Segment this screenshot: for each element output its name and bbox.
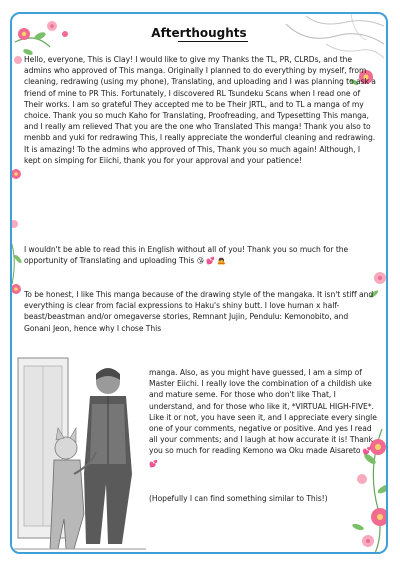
page-frame — [10, 12, 388, 554]
paragraph-closing: (Hopefully I can find something similar to This!) — [149, 494, 328, 503]
paragraph-gratitude — [24, 244, 376, 267]
paragraph-simp — [149, 367, 377, 470]
paragraph-gratitude-text: I wouldn't be able to read this in English without all of you! Thank you so much for the opportunity of Translating and uploading This — [24, 245, 349, 266]
page-title: Afterthoughts — [151, 26, 247, 40]
flower-cluster-left — [10, 164, 34, 304]
manga-characters-illustration — [12, 344, 146, 554]
heart-emoji: 💕 💕 — [149, 447, 372, 468]
paragraph-drawing-style: To be honest, I like This manga because of the drawing style of the mangaka. It isn't stiff and everything is clear from facial expressions to Haku's shiny butt. I love human x half-beast/beastman and/or omegaverse stories, Remnant Jujin, Pendulu: Kemonobito, and Gonani Jeon, hence why I chose This — [24, 290, 374, 333]
title-underline — [178, 41, 248, 42]
paragraph-simp-text: manga. Also, as you might have guessed, I am a simp of Master Eiichi. I really love the combination of a childish uke and mature seme. For those who don't like That, I understand, and for those who like it, *VIRTUAL HIGH-FIVE*. Like it or not, you have seen it, and I appreciate every single one of your comments, negative or positive. And yes I read all your comments; and I laugh at how accurate it is! Thank you so much for reading Kemono wa Oku made Aisareto — [149, 368, 377, 456]
emoji-reactions: 😘 💕 🙇 — [196, 257, 226, 266]
paragraph-thanks: Hello, everyone, This is Clay! I would like to give my Thanks the TL, PR, CLRDs, and the admins who approved of This manga. Originally I planned to do everything by myself, from cleaning, redrawing (using my phone), Translating, and uploading and I was planning to ask a friend of mine to PR This. Fortunately, I discovered RL Tsundeku Scans when I read one of Their works. I am so grateful They accepted me to be Their JRTL, and to TL a manga of my choice. Thank you so much Kaho for Translating, Proofreading, and Typesetting This manga, and I really am relieved That you are the one who Translated This manga! Thank you also to menbb and yuki for redrawing This, I really appreciate the wonderful cleaning and redrawing. It is amazing! To the admins who approved of This, Thank you so much again! Although, I kept on simping for Eiichi, thank you for your approval and your patience! — [24, 55, 376, 165]
